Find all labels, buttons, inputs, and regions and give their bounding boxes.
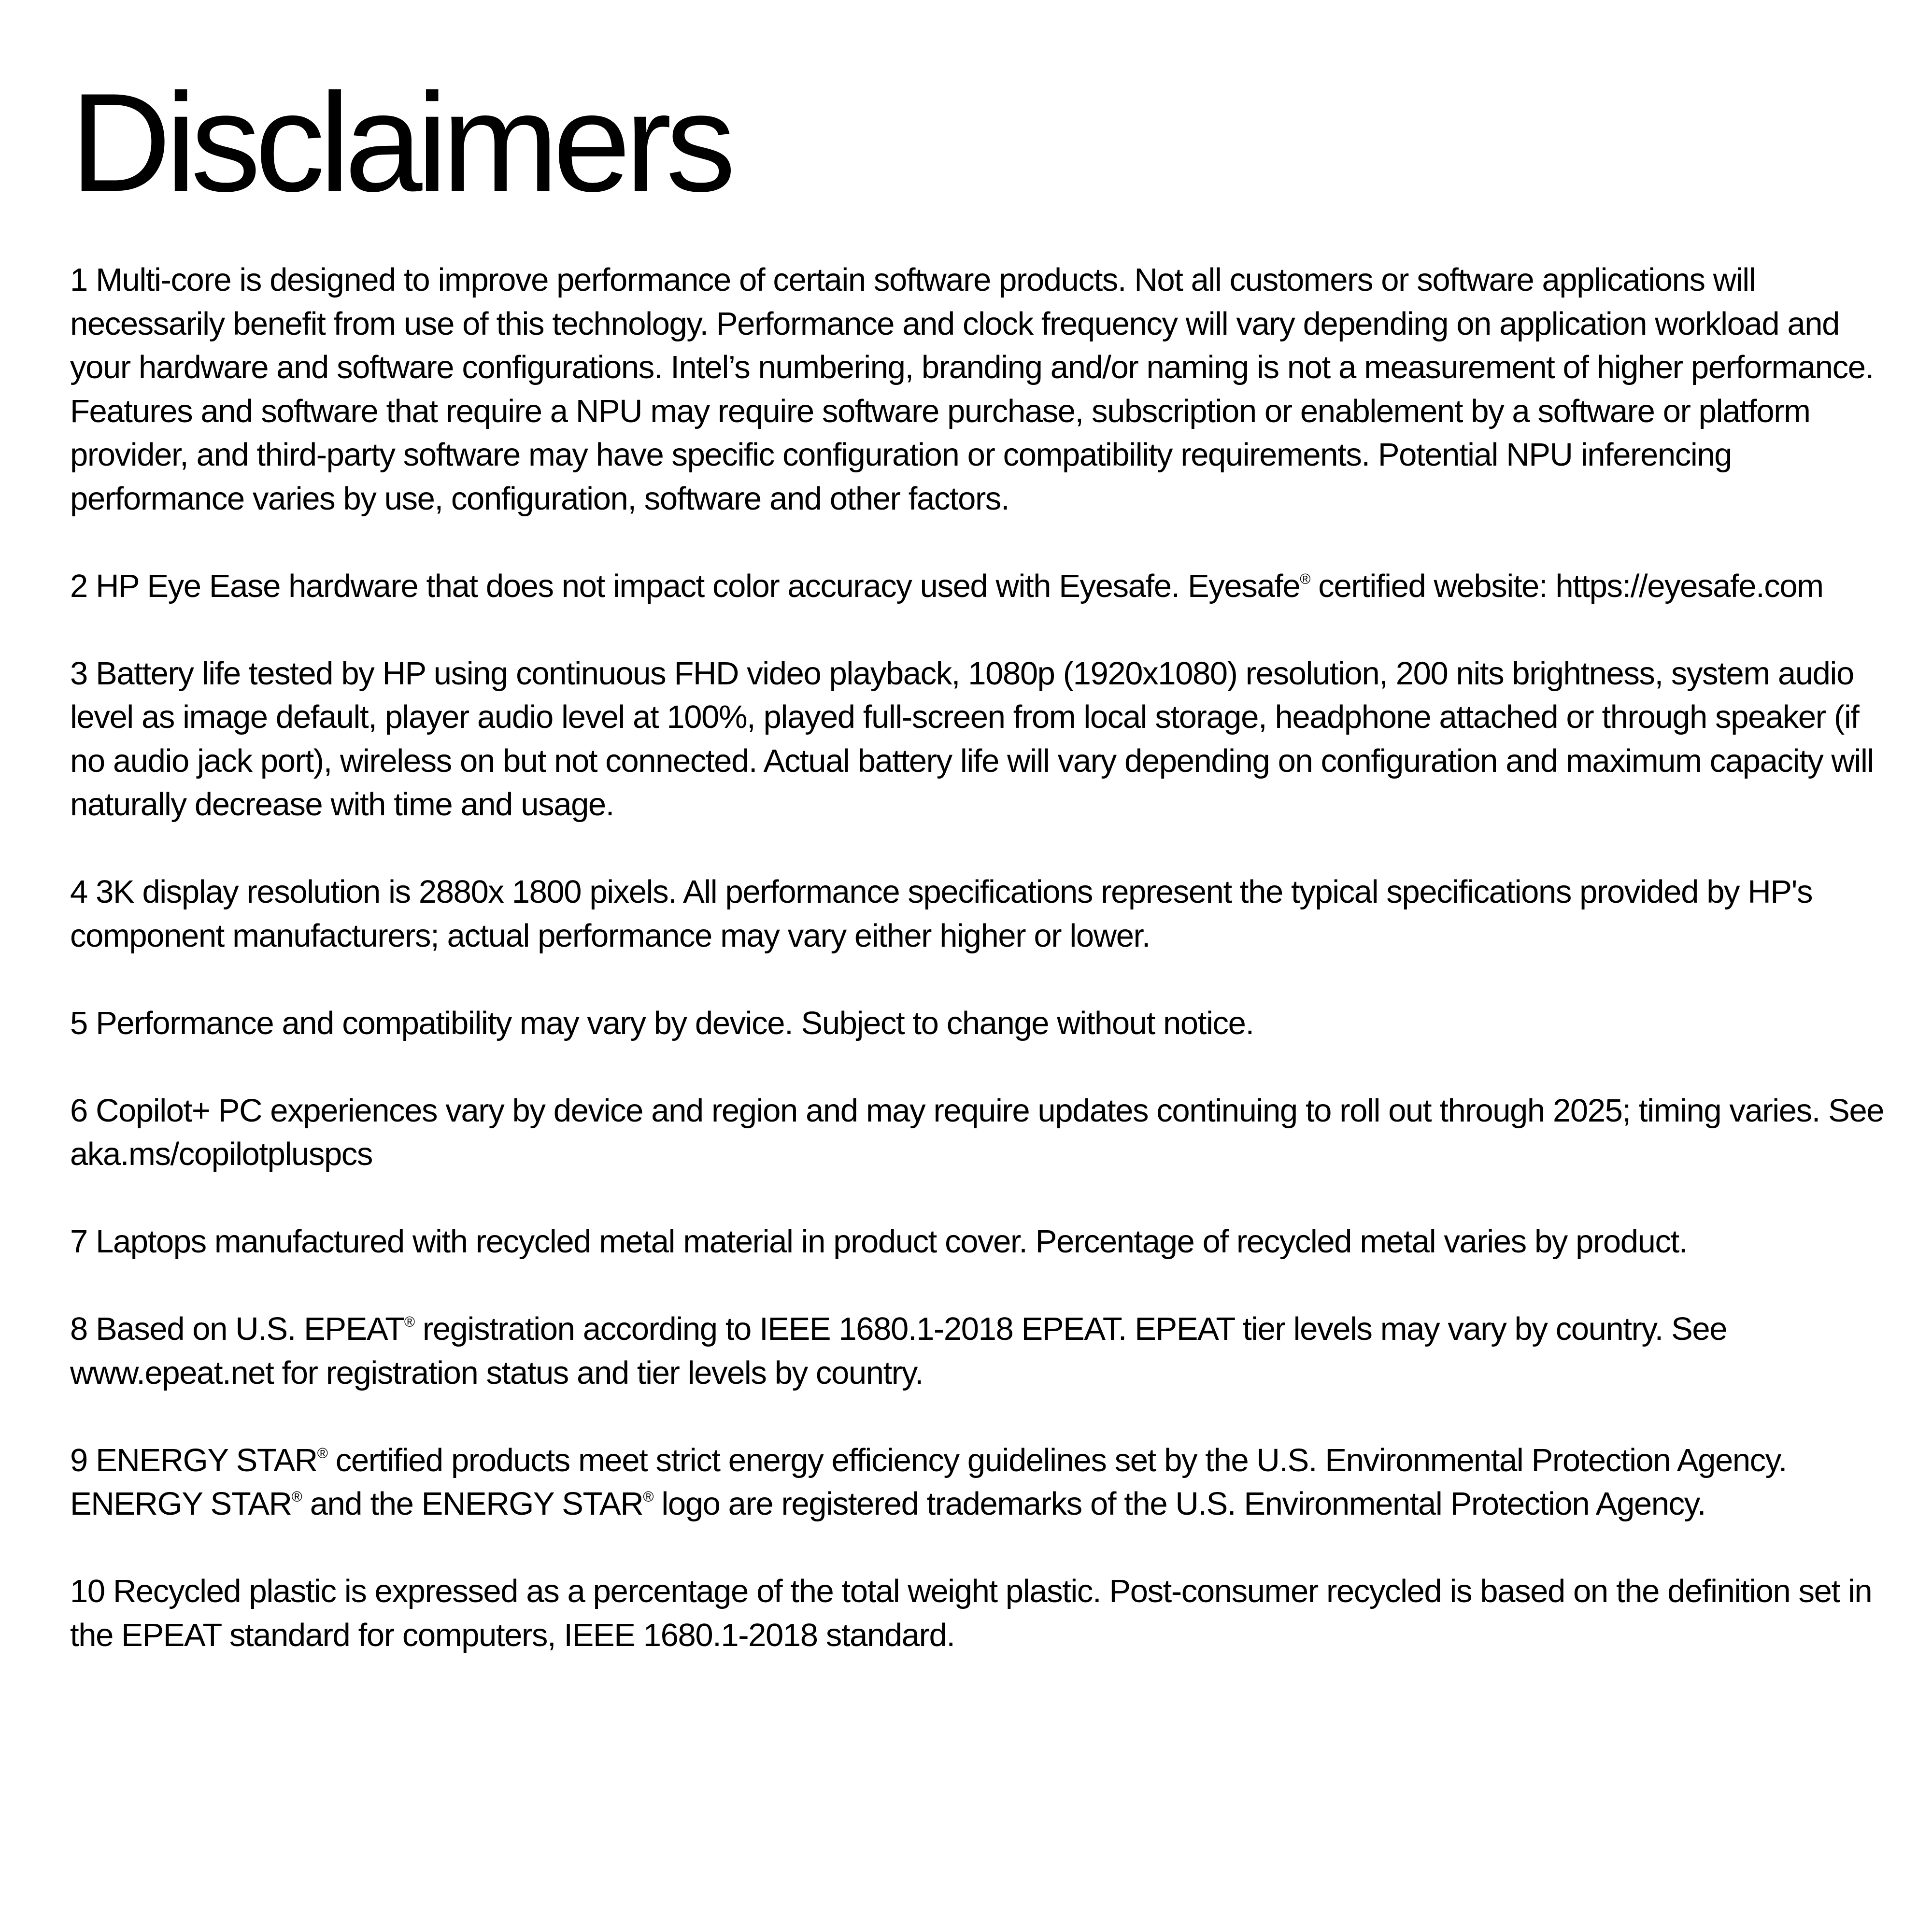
document-page: [70, 64, 1896, 1701]
disclaimer-4: [70, 870, 1896, 958]
disclaimer-6-text: 6 Copilot+ PC experiences vary by device and region and may require updates continuing to roll out through 2025; timing varies. See aka.ms/copilotpluspcs: [70, 1092, 1884, 1172]
disclaimer-9-text: 9 ENERGY STAR® certified products meet strict energy efficiency guidelines set by the U.S. Environmental Protection Agency. ENERGY STAR® and the ENERGY STAR® logo are registered trademarks of the U.S. Environmental Protection Agency.: [70, 1442, 1787, 1522]
disclaimer-list: [70, 258, 1896, 1657]
disclaimer-2: [70, 565, 1896, 609]
disclaimer-5: [70, 1002, 1896, 1046]
disclaimer-3: [70, 652, 1896, 827]
disclaimer-7-text: 7 Laptops manufactured with recycled metal material in product cover. Percentage of recycled metal varies by product.: [70, 1223, 1688, 1260]
disclaimer-5-text: 5 Performance and compatibility may vary by device. Subject to change without notice.: [70, 1005, 1254, 1041]
disclaimer-1: [70, 258, 1896, 521]
disclaimer-8: [70, 1307, 1896, 1395]
disclaimer-8-text: 8 Based on U.S. EPEAT® registration according to IEEE 1680.1-2018 EPEAT. EPEAT tier levels may vary by country. See www.epeat.net for registration status and tier levels by country.: [70, 1311, 1727, 1391]
disclaimer-10: [70, 1570, 1896, 1657]
disclaimer-10-text: 10 Recycled plastic is expressed as a percentage of the total weight plastic. Post-consumer recycled is based on the definition set in the EPEAT standard for computers, IEEE 1680.1-2018 standard.: [70, 1573, 1872, 1653]
page-title: Disclaimers: [70, 64, 730, 221]
disclaimer-6: [70, 1089, 1896, 1177]
disclaimer-3-text: 3 Battery life tested by HP using continuous FHD video playback, 1080p (1920x1080) resolution, 200 nits brightness, system audio level as image default, player audio level at 100%, played full-screen from local storage, headphone attached or through speaker (if no audio jack port), wireless on but not connected. Actual battery life will vary depending on configuration and maximum capacity will naturally decrease with time and usage.: [70, 655, 1874, 823]
disclaimer-1-paragraph-2: Features and software that require a NPU may require software purchase, subscription or enablement by a software or platform provider, and third-party software may have specific configuration or compatibility requirements. Potential NPU inferencing performance varies by use, configuration, software and other factors.: [70, 393, 1810, 517]
disclaimer-9: [70, 1439, 1896, 1526]
disclaimer-1-paragraph-1: 1 Multi-core is designed to improve performance of certain software products. Not all customers or software applications will necessarily benefit from use of this technology. Performance and clock frequency will vary depending on application workload and your hardware and software configurations. Intel’s numbering, branding and/or naming is not a measurement of higher performance.: [70, 262, 1874, 385]
disclaimer-4-text: 4 3K display resolution is 2880x 1800 pixels. All performance specifications represent the typical specifications provided by HP's component manufacturers; actual performance may vary either higher or lower.: [70, 874, 1813, 954]
disclaimer-7: [70, 1220, 1896, 1264]
disclaimer-2-text: 2 HP Eye Ease hardware that does not impact color accuracy used with Eyesafe. Eyesafe® certified website: https://eyesafe.com: [70, 568, 1823, 604]
